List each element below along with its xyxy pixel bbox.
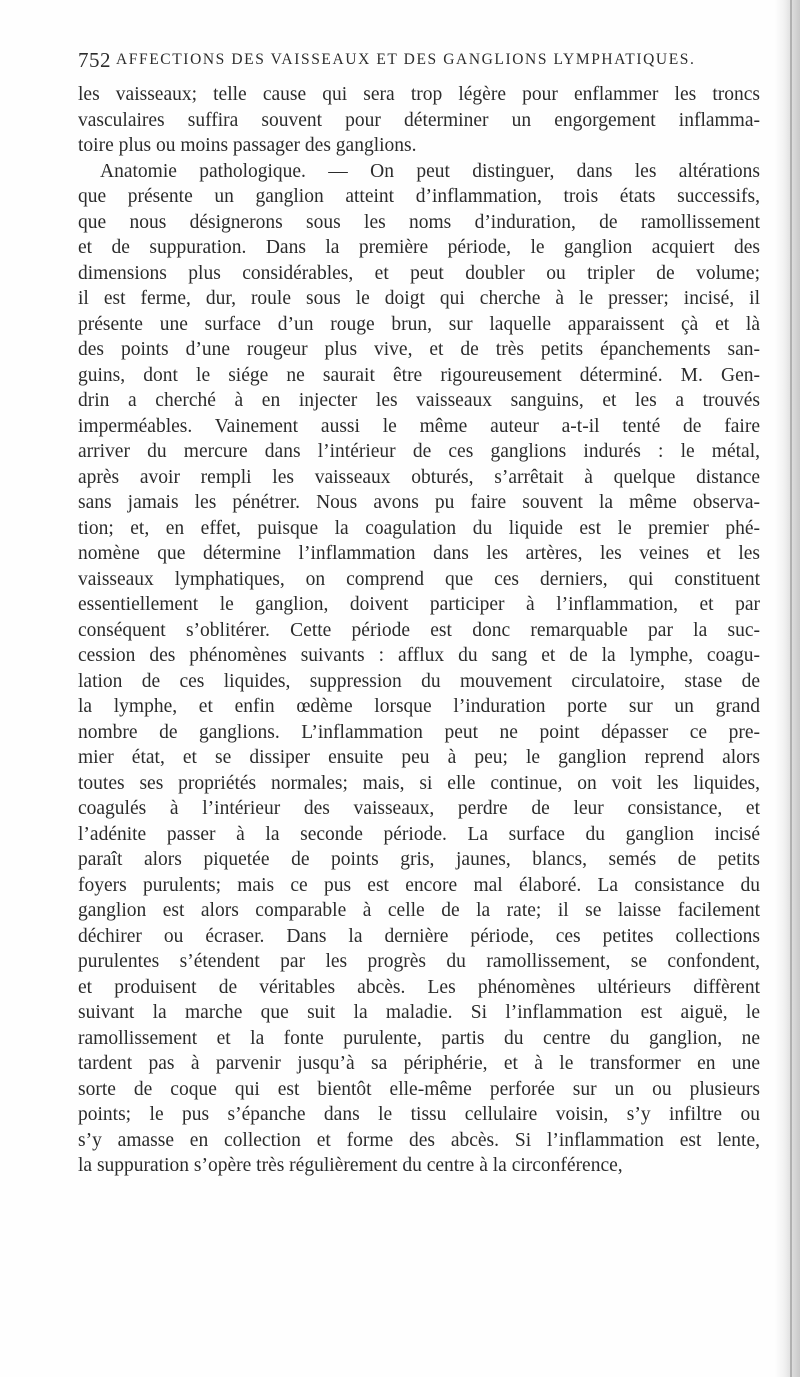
text-line: toutes ses propriétés normales; mais, si elle continue, on voit les liquides, — [78, 772, 760, 794]
text-line: drin a cherché à en injecter les vaisseaux sanguins, et les a trouvés — [78, 390, 760, 411]
text-line: sorte de coque qui est bientôt elle-même perforée sur un ou plusieurs — [78, 1078, 760, 1100]
body-text — [78, 82, 760, 1179]
text-line: nomène que détermine l’inflammation dans les artères, les veines et les — [78, 543, 760, 564]
text-line: purulentes s’étendent par les progrès du ramollissement, se confondent, — [78, 951, 760, 972]
text-line: et produisent de véritables abcès. Les phénomènes ultérieurs diffèrent — [78, 976, 760, 998]
text-line: la lymphe, et enfin œdème lorsque l’induration porte sur un grand — [78, 696, 760, 717]
text-line: nombre de ganglions. L’inflammation peut ne point dépasser ce pre- — [78, 721, 760, 743]
text-line: suivant la marche que suit la maladie. Si l’inflammation est aiguë, le — [78, 1002, 760, 1023]
text-line: s’y amasse en collection et forme des abcès. Si l’inflammation est lente, — [78, 1129, 760, 1151]
binding-line — [790, 0, 792, 1377]
text-line: foyers purulents; mais ce pus est encore mal élaboré. La consistance du — [78, 874, 760, 896]
text-line: imperméables. Vainement aussi le même auteur a-t-il tenté de faire — [78, 415, 760, 437]
text-line: cession des phénomènes suivants : afflux du sang et de la lymphe, coagu- — [78, 645, 760, 666]
text-line: que présente un ganglion atteint d’inflammation, trois états successifs, — [78, 186, 760, 207]
text-line: coagulés à l’intérieur des vaisseaux, perdre de leur consistance, et — [78, 798, 760, 819]
text-line: paraît alors piquetée de points gris, jaunes, blancs, semés de petits — [78, 849, 760, 870]
page-number: 752 — [78, 48, 111, 72]
page-binding-edge — [774, 0, 800, 1377]
text-line: points; le pus s’épanche dans le tissu cellulaire voisin, s’y infiltre ou — [78, 1104, 760, 1125]
text-line: guins, dont le siége ne saurait être rigoureusement déterminé. M. Gen- — [78, 364, 760, 386]
text-line: essentiellement le ganglion, doivent participer à l’inflammation, et par — [78, 594, 760, 615]
text-line: ganglion est alors comparable à celle de la rate; il se laisse facilement — [78, 900, 760, 921]
text-line: il est ferme, dur, roule sous le doigt qui cherche à le presser; incisé, il — [78, 288, 760, 309]
text-line: les vaisseaux; telle cause qui sera trop légère pour enflammer les troncs — [78, 84, 760, 105]
text-line: présente une surface d’un rouge brun, sur laquelle apparaissent çà et là — [78, 313, 760, 335]
section-heading-line: Anatomie pathologique. — On peut distinguer, dans les altérations — [100, 160, 760, 182]
text-line: vasculaires suffira souvent pour déterminer un engorgement inflamma- — [78, 109, 760, 131]
text-line: vaisseaux lymphatiques, on comprend que ces derniers, qui constituent — [78, 568, 760, 590]
text-line: que nous désignerons sous les noms d’induration, de ramollissement — [78, 211, 760, 233]
text-line: la suppuration s’opère très régulièrement du centre à la circonférence, — [78, 1155, 623, 1176]
text-line: et de suppuration. Dans la première période, le ganglion acquiert des — [78, 237, 760, 258]
text-line: lation de ces liquides, suppression du mouvement circulatoire, stase de — [78, 670, 760, 692]
text-line: déchirer ou écraser. Dans la dernière période, ces petites collections — [78, 925, 760, 947]
text-line: l’adénite passer à la seconde période. La surface du ganglion incisé — [78, 823, 760, 845]
running-title: AFFECTIONS DES VAISSEAUX ET DES GANGLIONS LYMPHATIQUES. — [116, 51, 696, 68]
text-line: conséquent s’oblitérer. Cette période est donc remarquable par la suc- — [78, 619, 760, 641]
text-line: toire plus ou moins passager des ganglions. — [78, 135, 417, 156]
text-line: dimensions plus considérables, et peut doubler ou tripler de volume; — [78, 262, 760, 284]
text-line: tardent pas à parvenir jusqu’à sa périphérie, et à le transformer en une — [78, 1053, 760, 1074]
text-line: des points d’une rougeur plus vive, et de très petits épanchements san- — [78, 339, 760, 360]
text-line: mier état, et se dissiper ensuite peu à peu; le ganglion reprend alors — [78, 747, 760, 768]
text-line: arriver du mercure dans l’intérieur de ces ganglions indurés : le métal, — [78, 441, 760, 462]
text-line: tion; et, en effet, puisque la coagulation du liquide est le premier phé- — [78, 517, 760, 539]
text-line: ramollissement et la fonte purulente, partis du centre du ganglion, ne — [78, 1027, 760, 1049]
page-header — [78, 48, 768, 80]
text-line: après avoir rempli les vaisseaux obturés, s’arrêtait à quelque distance — [78, 466, 760, 488]
text-line: sans jamais les pénétrer. Nous avons pu faire souvent la même observa- — [78, 492, 760, 513]
